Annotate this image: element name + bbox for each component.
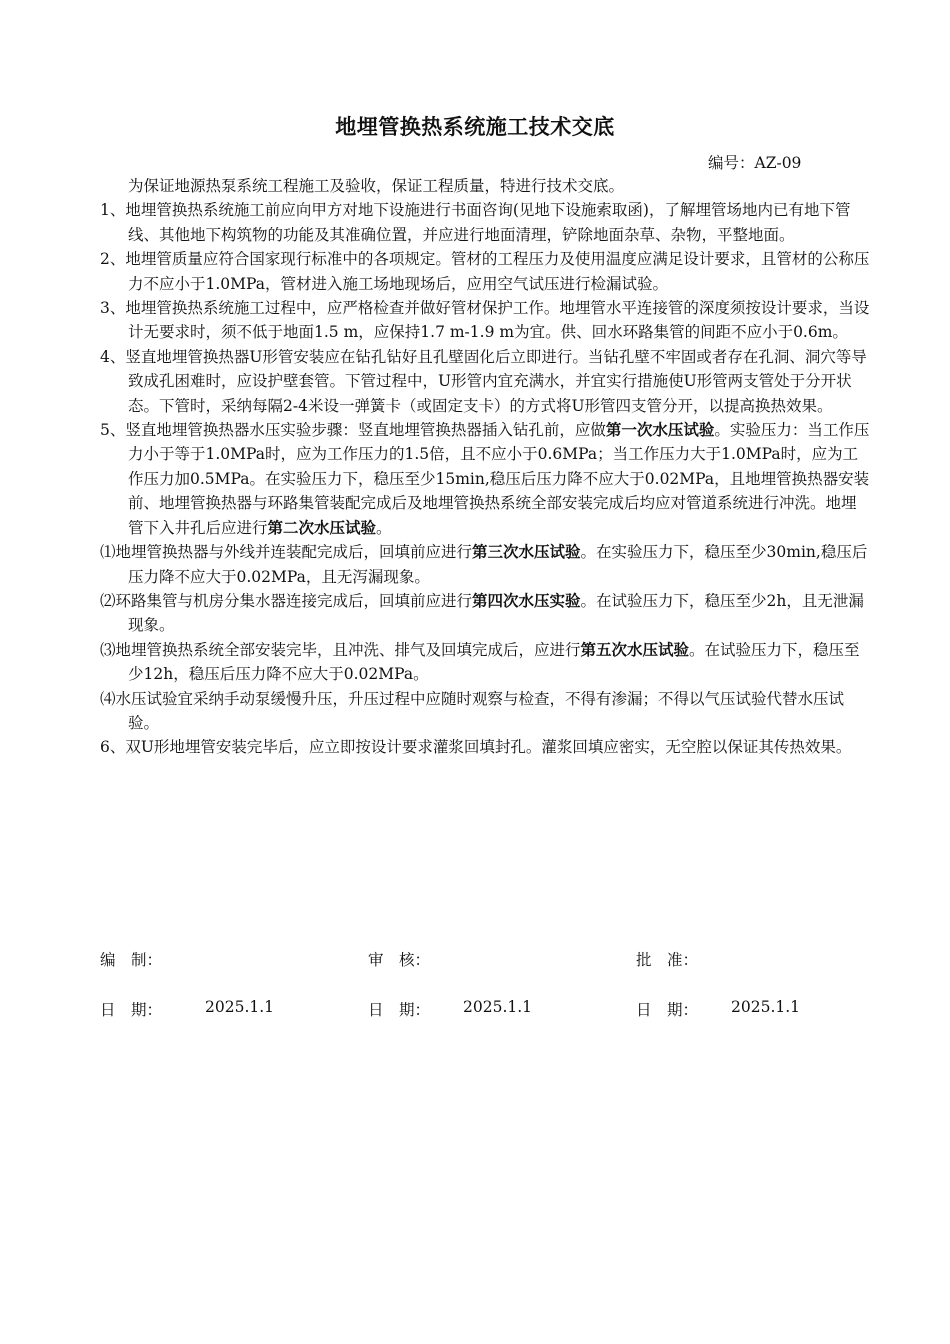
item-3: 3、地埋管换热系统施工过程中，应严格检查并做好管材保护工作。地埋管水平连接管的深度须按设计要求，当设计无要求时，须不低于地面1.5 m，应保持1.7 m-1.9 m为宜。供、回水环路集管的间距不应小于0.6m。 [100, 299, 870, 342]
date-label-2: 日 期： [368, 1001, 431, 1019]
sub-item-3-post: 。在试验压力下，稳压至少12h，稳压后压力降不应大于0.02MPa。 [128, 640, 860, 684]
sub-item-2-post: 。在试验压力下，稳压至少2h，且无泄漏现象。 [128, 591, 864, 635]
sub-item-3 [100, 638, 870, 687]
sub-item-3-pre: ⑶地埋管换热系统全部安装完毕，且冲洗、排气及回填完成后，应进行 [100, 640, 581, 659]
signature-approved-label: 批 准： [636, 951, 699, 969]
sub-item-2 [100, 589, 870, 638]
intro-paragraph: 为保证地源热泵系统工程施工及验收，保证工程质量，特进行技术交底。 [128, 177, 625, 195]
item-5-text-c: 。实验压力：当工作压力小于等于1.0MPa时，应为工作压力的1.5倍，且不应小于0.6MPa；当工作压力大于1.0MPa时，应为工作压力加0.5MPa。在实验压力下，稳压至少15min,稳压后压力降不应大于0.02MPa，且地埋管换热器安装前、地埋管换热器与环路集管装配完成后及地埋管换热系统全部安装完成后均应对管道系统进行冲洗。地埋管下入井孔后应进行 [128, 421, 870, 537]
signature-reviewed-label: 审 核： [368, 951, 431, 969]
document-title: 地埋管换热系统施工技术交底 [335, 115, 615, 139]
date-label-1: 日 期： [100, 1001, 163, 1019]
sub-item-1-post: 。在实验压力下，稳压至少30min,稳压后压力降不应大于0.02MPa，且无泻漏现象。 [128, 543, 868, 586]
item-5-bold-first-test: 第一次水压试验 [605, 421, 715, 440]
sub-item-1-bold: 第三次水压试验 [472, 543, 581, 562]
date-label-3: 日 期： [636, 1001, 699, 1019]
item-5-text-e: 。 [376, 518, 392, 537]
item-4: 4、竖直地埋管换热器U形管安装应在钻孔钻好且孔壁固化后立即进行。当钻孔壁不牢固或者存在孔洞、洞穴等导致成孔困难时，应设护壁套管。下管过程中，U形管内宜充满水，并宜实行措施使U形管两支管处于分开状态。下管时，采纳每隔2-4米设一弹簧卡（或固定支卡）的方式将U形管四支管分开，以提高换热效果。 [100, 347, 867, 415]
date-value-3: 2025.1.1 [731, 998, 801, 1016]
document-number: 编号：AZ-09 [708, 154, 802, 172]
document-body [100, 174, 870, 760]
date-value-2: 2025.1.1 [463, 998, 533, 1016]
sub-item-4-pre: ⑷水压试验宜采纳手动泵缓慢升压，升压过程中应随时观察与检查，不得有渗漏；不得以气压试验代替水压试验。 [100, 689, 845, 732]
item-5-text-a: 5、竖直地埋管换热器水压实验步骤：竖直地埋管换热器插入钻孔前，应做 [100, 421, 606, 440]
sub-item-2-bold: 第四次水压实验 [472, 591, 581, 610]
item-5-bold-second-test: 第二次水压试验 [267, 518, 377, 537]
sub-item-2-pre: ⑵环路集管与机房分集水器连接完成后，回填前应进行 [100, 591, 473, 610]
sub-item-3-bold: 第五次水压试验 [580, 640, 690, 659]
item-5 [100, 418, 870, 540]
sub-item-4 [100, 687, 870, 736]
sub-item-1 [100, 540, 870, 589]
item-1: 1、地埋管换热系统施工前应向甲方对地下设施进行书面咨询(见地下设施索取函)，了解埋管场地内已有地下管线、其他地下构筑物的功能及其准确位置，并应进行地面清理，铲除地面杂草、杂物，平整地面。 [100, 201, 851, 244]
date-value-1: 2025.1.1 [205, 998, 275, 1016]
signature-prepared-label: 编 制： [100, 951, 163, 969]
sub-item-1-pre: ⑴地埋管换热器与外线并连装配完成后，回填前应进行 [100, 543, 473, 562]
item-6: 6、双U形地埋管安装完毕后，应立即按设计要求灌浆回填封孔。灌浆回填应密实，无空腔以保证其传热效果。 [100, 738, 852, 757]
item-2: 2、地埋管质量应符合国家现行标准中的各项规定。管材的工程压力及使用温度应满足设计要求，且管材的公称压力不应小于1.0MPa，管材进入施工场地现场后，应用空气试压进行检漏试验。 [100, 250, 870, 293]
